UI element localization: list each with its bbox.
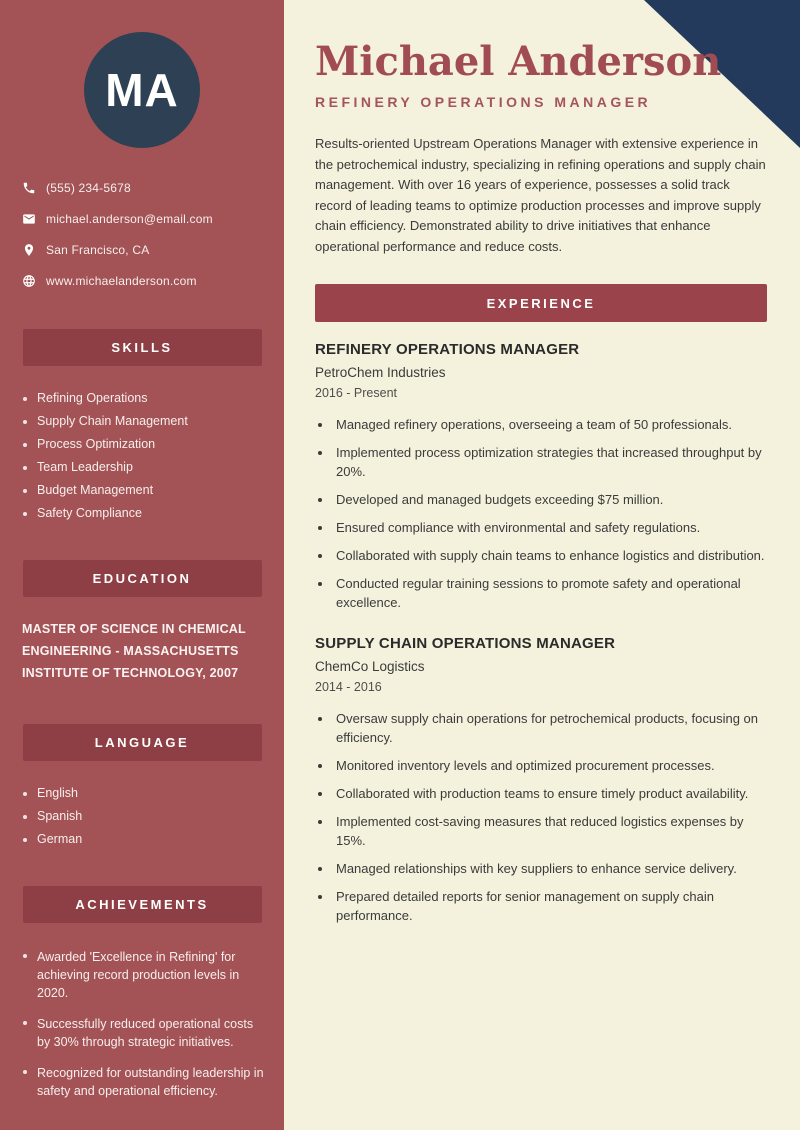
achievements-list	[22, 948, 284, 1100]
job-bullet: • Managed refinery operations, overseeing a team of 50 professionals.	[333, 415, 767, 434]
avatar-initials: MA	[105, 64, 179, 116]
contact-location	[22, 243, 284, 257]
job-bullet: • Collaborated with supply chain teams to enhance logistics and distribution.	[333, 546, 767, 565]
language-section-label: LANGUAGE	[94, 735, 190, 750]
achievement-item: Successfully reduced operational costs by 30% through strategic initiatives.	[22, 1015, 267, 1051]
phone-icon	[22, 181, 36, 195]
skills-section-label: SKILLS	[111, 340, 173, 355]
job-bullet: • Conducted regular training sessions to promote safety and operational excellence.	[333, 574, 767, 612]
language-item: English	[22, 787, 284, 800]
achievements-section-label: ACHIEVEMENTS	[75, 897, 209, 912]
contact-section	[22, 181, 284, 288]
location-value: San Francisco, CA	[46, 243, 150, 257]
email-value: michael.anderson@email.com	[46, 212, 213, 226]
experience-job-2	[315, 635, 767, 925]
language-item: German	[22, 833, 284, 846]
experience-section-header	[315, 284, 767, 322]
achievements-section-header	[23, 886, 262, 923]
achievement-item: Recognized for outstanding leadership in safety and operational efficiency.	[22, 1064, 267, 1100]
education-section-header	[23, 560, 262, 597]
job-bullet: • Prepared detailed reports for senior management on supply chain performance.	[333, 887, 767, 925]
experience-section-label: EXPERIENCE	[486, 295, 596, 311]
job-bullet-list	[315, 709, 767, 925]
main-content	[284, 0, 800, 1130]
email-icon	[22, 212, 36, 226]
profile-summary: Results-oriented Upstream Operations Manager with extensive experience in the petrochemical industry, specializing in refining operations and supply chain management. With over 16 years of experience, possesses a solid track record of leading teams to optimize production processes and improve supply chain efficiency. Demonstrated ability to drive initiatives that enhance operational performance and reduce costs.	[315, 136, 766, 254]
job-bullet: • Collaborated with production teams to ensure timely product availability.	[333, 784, 767, 803]
job-title: REFINERY OPERATIONS MANAGER	[315, 341, 580, 358]
language-section-header	[23, 724, 262, 761]
phone-value: (555) 234-5678	[46, 181, 131, 195]
website-value: www.michaelanderson.com	[46, 274, 197, 288]
job-dates: 2014 - 2016	[315, 680, 382, 694]
job-title: SUPPLY CHAIN OPERATIONS MANAGER	[315, 635, 616, 652]
headline-job-title: REFINERY OPERATIONS MANAGER	[315, 94, 652, 110]
avatar	[84, 32, 200, 148]
job-bullet-list	[315, 415, 767, 612]
job-company: ChemCo Logistics	[315, 659, 425, 674]
job-bullet: • Monitored inventory levels and optimized procurement processes.	[333, 756, 767, 775]
skills-section-header	[23, 329, 262, 366]
education-section-label: EDUCATION	[92, 571, 192, 586]
job-bullet: • Oversaw supply chain operations for petrochemical products, focusing on efficiency.	[333, 709, 767, 747]
contact-phone	[22, 181, 284, 195]
job-company: PetroChem Industries	[315, 365, 446, 380]
contact-email	[22, 212, 284, 226]
job-dates: 2016 - Present	[315, 386, 397, 400]
job-bullet: • Ensured compliance with environmental and safety regulations.	[333, 518, 767, 537]
skill-item: Team Leadership	[22, 461, 284, 474]
skill-item: Process Optimization	[22, 438, 284, 451]
page-title-name: Michael Anderson	[315, 38, 722, 85]
language-list	[22, 787, 284, 846]
achievement-item: Awarded 'Excellence in Refining' for achieving record production levels in 2020.	[22, 948, 267, 1002]
skills-list	[22, 392, 284, 520]
language-item: Spanish	[22, 810, 284, 823]
skill-item: Budget Management	[22, 484, 284, 497]
job-bullet: • Managed relationships with key suppliers to enhance service delivery.	[333, 859, 767, 878]
education-text: MASTER OF SCIENCE IN CHEMICAL ENGINEERING - MASSACHUSETTS INSTITUTE OF TECHNOLOGY, 2007	[22, 622, 246, 680]
location-icon	[22, 243, 36, 257]
sidebar	[0, 0, 284, 1130]
job-bullet: • Implemented cost-saving measures that reduced logistics expenses by 15%.	[333, 812, 767, 850]
experience-job-1	[315, 341, 767, 612]
job-bullet: • Developed and managed budgets exceeding $75 million.	[333, 490, 767, 509]
globe-icon	[22, 274, 36, 288]
job-bullet: • Implemented process optimization strategies that increased throughput by 20%.	[333, 443, 767, 481]
skill-item: Supply Chain Management	[22, 415, 284, 428]
contact-website	[22, 274, 284, 288]
skill-item: Safety Compliance	[22, 507, 284, 520]
skill-item: Refining Operations	[22, 392, 284, 405]
